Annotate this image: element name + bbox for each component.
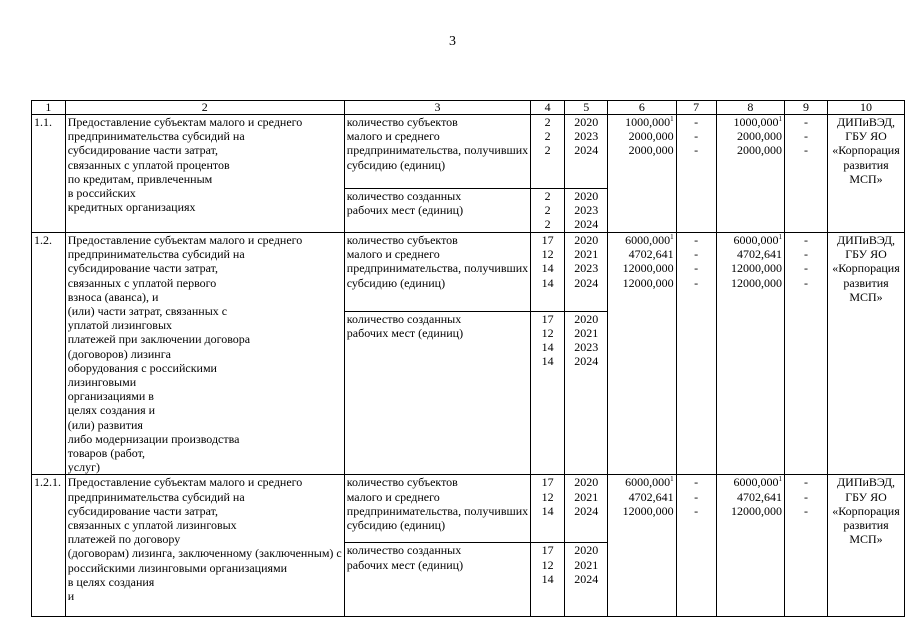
indicator-label-line: количество субъектов [346,233,458,247]
measure-name-line: (договорам) лизинга, заключенному (заключенным) с [67,546,342,561]
year-value: 2024 [574,354,599,369]
indicator-label-line: малого и среднего [346,247,440,262]
funding-total-value [610,129,673,143]
measure-name-line: либо модернизации производства [67,431,240,446]
header-cell: 8 [716,101,784,115]
funding-total [608,475,676,617]
year-value: 2023 [574,261,599,276]
funding-other-value-text: - [804,143,808,158]
funding-other-value [787,115,825,129]
funding-regional [716,475,784,617]
quantity-value: 2 [544,143,551,158]
year-value: 2024 [574,275,599,290]
footnote-mark: 1 [778,115,782,123]
funding-total-value [610,233,673,247]
measure-row [32,475,905,543]
funding-regional-value [719,143,782,157]
measure-name-line: лизинговыми [67,375,137,390]
funding-total-value [610,490,673,504]
funding-federal-value [679,504,714,518]
measure-name-line: Предоставление субъектам малого и среднего [67,233,303,247]
measure-name-line: кредитных организациях [67,200,196,215]
funding-regional-value [719,276,782,290]
measure-name-line: взноса (аванса), и [67,289,159,304]
measure-name-line: Предоставление субъектам малого и среднего [67,475,303,490]
indicator-label-line: малого и среднего [346,489,440,504]
measure-name-line: организациями в [67,389,154,404]
indicator-year [565,311,608,475]
header-cell: 3 [344,101,530,115]
footnote-mark: 1 [670,233,674,241]
funding-federal [676,233,716,475]
indicator-year [565,115,608,189]
quantity-value: 17 [541,543,554,558]
measure-name-line: в целях создания [67,574,155,589]
funding-other-value-text: - [804,129,808,144]
item-number: 1.2. [32,233,66,475]
quantity-value: 14 [541,503,554,518]
funding-regional-value-text: 12000,000 [730,503,782,518]
funding-total-value-text: 2000,000 [628,143,674,158]
measure-name-line: связанных с уплатой лизинговых [67,518,237,533]
year-value: 2020 [574,543,599,558]
funding-regional-value-text: 12000,000 [730,261,782,276]
funding-regional-value [719,261,782,275]
funding-federal-value [679,261,714,275]
item-number: 1.2.1. [32,475,66,617]
measure-name-line: предпринимательства субсидий на [67,247,245,262]
year-value: 2021 [574,489,599,504]
header-cell: 7 [676,101,716,115]
measure-name-line: уплатой лизинговых [67,318,173,333]
quantity-value: 17 [541,233,554,247]
funding-total-value [610,475,673,489]
quantity-value: 14 [541,354,554,369]
funding-total-value-text: 6000,000 [625,475,671,490]
funding-total [608,233,676,475]
measure-name-line: связанных с уплатой первого [67,275,217,290]
indicator-label-line: предпринимательства, получивших [346,503,529,518]
indicator-label-line: предпринимательства, получивших [346,143,529,158]
funding-regional [716,115,784,233]
measure-name-line: по кредитам, привлеченным [67,171,213,186]
header-cell: 6 [608,101,676,115]
funding-regional-value-text: 1000,000 [733,115,779,129]
funding-other-value [787,504,825,518]
funding-federal-value-text: - [694,261,699,276]
indicator-label [344,311,530,475]
funding-regional-value-text: 2000,000 [736,129,782,144]
funding-other-value [787,475,825,489]
year-value: 2023 [574,129,599,144]
funding-other-value-text: - [804,115,808,129]
funding-regional-value [719,490,782,504]
funding-total-value-text: 12000,000 [622,261,674,276]
indicator-label-line: количество субъектов [346,475,458,490]
footnote-mark: 1 [778,475,782,484]
year-value: 2021 [574,325,599,340]
measure-name-line: и [67,589,75,604]
quantity-value: 14 [541,275,554,290]
measure-name-line: связанных с уплатой процентов [67,157,230,172]
measure-name-line: услуг) [67,460,100,475]
funding-federal-value [679,276,714,290]
quantity-value: 2 [544,203,551,218]
indicator-label-line: количество созданных [346,543,462,558]
indicator-label [344,543,530,617]
measure-name-line: в российских [67,186,136,201]
indicator-quantity [531,233,565,312]
funding-regional-value-text: 12000,000 [730,275,782,290]
header-cell: 2 [65,101,344,115]
year-value: 2020 [574,311,599,326]
funding-other-value [787,233,825,247]
header-row [32,101,905,115]
funding-regional-value [719,129,782,143]
funding-regional-value [719,247,782,261]
funding-regional-value [719,504,782,518]
funding-other-value-text: - [804,489,808,504]
funding-other-value [787,276,825,290]
funding-federal-value-text: - [694,115,699,129]
year-value: 2020 [574,189,599,203]
measure-name-line: (или) части затрат, связанных с [67,304,228,319]
year-value: 2024 [574,217,599,232]
quantity-value: 2 [544,217,551,232]
measure-name-line: платежей по договору [67,532,181,547]
funding-federal [676,115,716,233]
funding-federal-value [679,475,714,489]
funding-total-value-text: 4702,641 [628,489,674,504]
funding-other-value [787,247,825,261]
funding-regional-value [719,475,782,489]
funding-other-value-text: - [804,503,808,518]
indicator-label-line: рабочих мест (единиц) [346,325,464,340]
measure-name [65,115,344,233]
year-value: 2021 [574,557,599,572]
funding-total-value-text: 12000,000 [622,503,674,518]
funding-federal-value-text: - [694,247,699,262]
funding-total-value-text: 2000,000 [628,129,674,144]
funding-federal-value-text: - [694,503,699,518]
indicator-label-line: субсидию (единиц) [346,157,446,172]
indicator-quantity [531,543,565,617]
measure-row [32,115,905,189]
executor: ДИПиВЭД, ГБУ ЯО «Корпорация развития МСП» [828,233,905,475]
funding-other-value-text: - [804,233,808,247]
measure-name [65,233,344,475]
funding-federal-value [679,143,714,157]
footnote-mark: 1 [778,233,782,241]
measure-row [32,233,905,312]
funding-federal-value-text: - [694,275,699,290]
indicator-quantity [531,311,565,475]
quantity-value: 12 [541,557,554,572]
measure-name-line: предпринимательства субсидий на [67,489,245,504]
item-number: 1.1. [32,115,66,233]
measure-name-line: субсидирование части затрат, [67,261,219,276]
funding-regional-value [719,115,782,129]
footnote-mark: 1 [670,115,674,123]
indicator-year [565,189,608,233]
funding-regional-value-text: 6000,000 [733,475,779,490]
header-cell: 9 [784,101,827,115]
funding-other-value-text: - [804,261,808,276]
measure-name-line: российскими лизинговыми организациями [67,560,288,575]
funding-total-value-text: 4702,641 [628,247,674,262]
year-value: 2024 [574,143,599,158]
quantity-value: 14 [541,571,554,586]
funding-regional-value-text: 6000,000 [733,233,779,247]
funding-other-value [787,129,825,143]
funding-regional-value-text: 4702,641 [736,489,782,504]
header-cell: 10 [828,101,905,115]
header-cell: 4 [531,101,565,115]
quantity-value: 17 [541,475,554,490]
quantity-value: 2 [544,115,551,129]
indicator-label-line: рабочих мест (единиц) [346,557,464,572]
executor: ДИПиВЭД, ГБУ ЯО «Корпорация развития МСП» [828,475,905,617]
funding-total-value [610,261,673,275]
funding-total-value [610,115,673,129]
indicator-quantity [531,475,565,543]
funding-total-value-text: 12000,000 [622,275,674,290]
indicator-year [565,233,608,312]
footnote-mark: 1 [670,475,674,484]
quantity-value: 17 [541,311,554,326]
funding-other [784,475,827,617]
measure-name-line: товаров (работ, [67,446,145,461]
quantity-value: 12 [541,247,554,262]
header-cell: 5 [565,101,608,115]
funding-other-value [787,261,825,275]
funding-regional [716,233,784,475]
funding-other-value [787,143,825,157]
funding-federal-value [679,490,714,504]
indicator-label-line: предпринимательства, получивших [346,261,529,276]
funding-federal-value-text: - [694,489,699,504]
measure-name-line: (договоров) лизинга [67,346,171,361]
year-value: 2020 [574,115,599,129]
measure-name-line: Предоставление субъектам малого и среднего [67,115,303,129]
funding-total-value-text: 6000,000 [625,233,671,247]
funding-other-value-text: - [804,247,808,262]
indicator-label-line: малого и среднего [346,129,440,144]
indicator-label [344,233,530,312]
funding-federal-value-text: - [694,233,699,247]
funding-federal-value [679,129,714,143]
funding-regional-value-text: 2000,000 [736,143,782,158]
indicator-label-line: количество созданных [346,189,462,203]
funding-federal-value [679,247,714,261]
funding-total [608,115,676,233]
indicator-year [565,475,608,543]
measure-name-line: (или) развития [67,417,143,432]
quantity-value: 14 [541,339,554,354]
measure-name-line: оборудования с российскими [67,360,217,375]
quantity-value: 12 [541,489,554,504]
funding-other [784,115,827,233]
year-value: 2024 [574,503,599,518]
funding-federal-value [679,115,714,129]
funding-other-value [787,490,825,504]
funding-federal-value-text: - [694,475,699,490]
measure-name-line: предпринимательства субсидий на [67,129,245,144]
funding-total-value-text: 1000,000 [625,115,671,129]
year-value: 2020 [574,233,599,247]
measure-name-line: субсидирование части затрат, [67,143,219,158]
year-value: 2020 [574,475,599,490]
quantity-value: 14 [541,261,554,276]
funding-federal [676,475,716,617]
indicator-label-line: количество созданных [346,311,462,326]
funding-total-value [610,143,673,157]
measure-name-line: целях создания и [67,403,156,418]
funding-total-value [610,276,673,290]
indicator-label [344,189,530,233]
year-value: 2023 [574,339,599,354]
indicator-label-line: субсидию (единиц) [346,275,446,290]
indicator-label-line: субсидию (единиц) [346,518,446,533]
funding-other-value-text: - [804,275,808,290]
funding-regional-value [719,233,782,247]
quantity-value: 2 [544,189,551,203]
indicator-label-line: рабочих мест (единиц) [346,203,464,218]
funding-other [784,233,827,475]
measure-name-line: субсидирование части затрат, [67,503,219,518]
funding-federal-value-text: - [694,129,699,144]
funding-other-value-text: - [804,475,808,490]
indicator-label [344,115,530,189]
year-value: 2024 [574,571,599,586]
indicator-label-line: количество субъектов [346,115,458,129]
funding-total-value [610,504,673,518]
indicator-quantity [531,115,565,189]
header-cell: 1 [32,101,66,115]
indicator-quantity [531,189,565,233]
funding-total-value [610,247,673,261]
measure-name [65,475,344,617]
measures-table [31,100,905,617]
funding-regional-value-text: 4702,641 [736,247,782,262]
funding-federal-value-text: - [694,143,699,158]
year-value: 2023 [574,203,599,218]
measure-name-line: платежей при заключении договора [67,332,251,347]
indicator-year [565,543,608,617]
executor: ДИПиВЭД, ГБУ ЯО «Корпорация развития МСП» [828,115,905,233]
indicator-label [344,475,530,543]
funding-federal-value [679,233,714,247]
page-number: 3 [449,34,456,49]
quantity-value: 2 [544,129,551,144]
quantity-value: 12 [541,325,554,340]
year-value: 2021 [574,247,599,262]
